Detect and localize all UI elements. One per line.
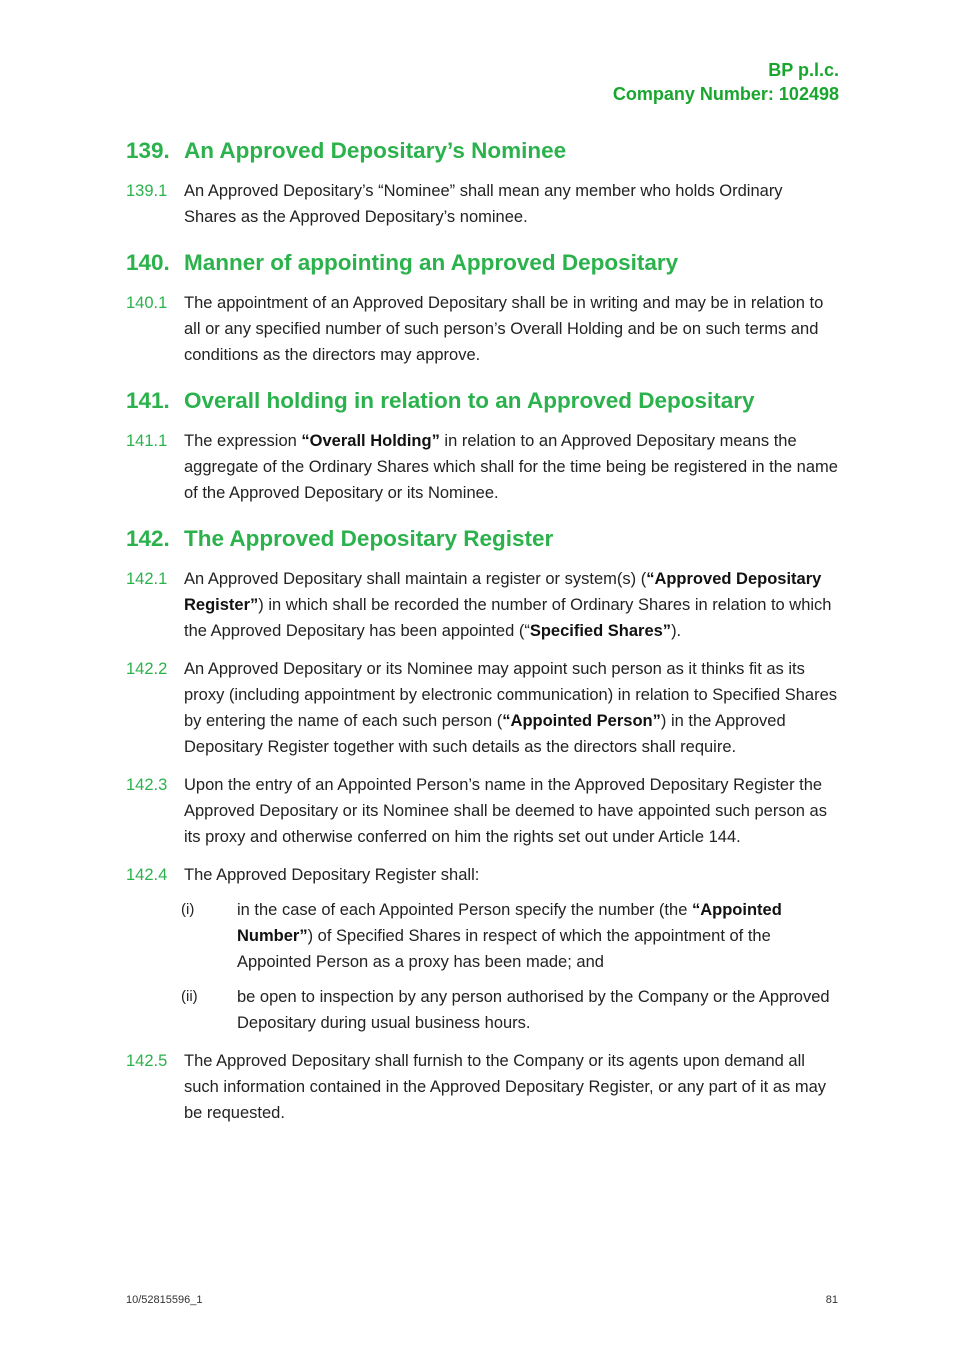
text-run: in the case of each Appointed Person specify the number (the (237, 901, 692, 919)
section-139-heading (126, 136, 838, 166)
clause-number: 142.3 (126, 776, 168, 794)
text-run: An Approved Depositary shall maintain a register or system(s) ( (184, 570, 647, 588)
clause-text: The Approved Depositary shall furnish to the Company or its agents upon demand all such information contained in the Approved Depositary Register, or any part of it as may be requested. (184, 1052, 827, 1122)
subitem-i (126, 897, 838, 975)
document-header (613, 58, 839, 106)
page-number: 81 (825, 1294, 838, 1306)
clause-text (184, 656, 838, 760)
subitem-ii (126, 984, 838, 1036)
subitem-number: (i) (181, 901, 195, 918)
defined-term: “Overall Holding” (301, 432, 440, 450)
clause-142-2 (126, 656, 838, 760)
subitem-number: (ii) (181, 988, 198, 1005)
clause-142-1 (126, 566, 838, 644)
text-run: An Approved Depositary or its Nominee may appoint such person as it thinks fit as its proxy (including appointment by electronic communication) in relation to Specified Shares by entering the name of each such person ( (184, 660, 838, 730)
clause-text: Upon the entry of an Appointed Person’s name in the Approved Depositary Register the Approved Depositary or its Nominee shall be deemed to have appointed such person as its proxy and otherwise conferred on him the rights set out under Article 144. (184, 776, 827, 846)
company-number: Company Number: 102498 (612, 84, 839, 104)
defined-term: “Approved Depositary Register” (184, 570, 822, 614)
clause-number: 142.2 (126, 660, 168, 678)
clause-number: 141.1 (126, 432, 168, 450)
clause-140-1 (126, 290, 838, 368)
section-title: The Approved Depositary Register (184, 526, 554, 551)
section-142-heading (126, 524, 838, 554)
section-number: 139. (126, 138, 170, 163)
clause-number: 139.1 (126, 182, 168, 200)
section-140-heading (126, 248, 838, 278)
document-footer (126, 1294, 838, 1306)
clause-number: 142.4 (126, 866, 168, 884)
subitem-text (237, 897, 838, 975)
text-run: ). (671, 622, 682, 640)
clause-number: 142.1 (126, 570, 168, 588)
text-run: ) in the Approved Depositary Register together with such details as the directors shall require. (184, 712, 786, 756)
document-body (126, 136, 838, 1126)
text-run: ) in which shall be recorded the number of Ordinary Shares in relation to which the Approved Depositary has been appointed (“ (184, 596, 832, 640)
section-141-heading (126, 386, 838, 416)
clause-142-5 (126, 1048, 838, 1126)
section-number: 142. (126, 526, 170, 551)
clause-text: The Approved Depositary Register shall: (184, 866, 480, 884)
clause-text (184, 566, 838, 644)
section-title: Overall holding in relation to an Approved Depositary (184, 388, 755, 413)
defined-term: “Appointed Person” (502, 712, 661, 730)
section-title: Manner of appointing an Approved Depositary (184, 250, 679, 275)
defined-term: Specified Shares” (529, 622, 672, 640)
defined-term: “Appointed Number” (237, 901, 782, 945)
clause-142-3 (126, 772, 838, 850)
clause-139-1 (126, 178, 838, 230)
text-run: The expression (184, 432, 302, 450)
clause-text (184, 428, 838, 506)
clause-number: 140.1 (126, 294, 168, 312)
section-number: 140. (126, 250, 170, 275)
clause-text: An Approved Depositary’s “Nominee” shall mean any member who holds Ordinary Shares as the Approved Depositary’s nominee. (184, 182, 783, 226)
clause-text: The appointment of an Approved Depositary shall be in writing and may be in relation to all or any specified number of such person’s Overall Holding and be on such terms and conditions as the directors may approve. (184, 294, 824, 364)
clause-number: 142.5 (126, 1052, 168, 1070)
subitem-text: be open to inspection by any person authorised by the Company or the Approved Depositary during usual business hours. (237, 988, 830, 1032)
section-title: An Approved Depositary’s Nominee (184, 138, 567, 163)
company-name: BP p.l.c. (768, 60, 839, 80)
clause-142-4 (126, 862, 838, 888)
clause-141-1 (126, 428, 838, 506)
section-number: 141. (126, 388, 170, 413)
document-reference: 10/52815596_1 (126, 1294, 203, 1306)
text-run: in relation to an Approved Depositary means the aggregate of the Ordinary Shares which shall for the time being be registered in the name of the Approved Depositary or its Nominee. (184, 432, 838, 502)
text-run: ) of Specified Shares in respect of which the appointment of the Appointed Person as a proxy has been made; and (237, 927, 771, 971)
